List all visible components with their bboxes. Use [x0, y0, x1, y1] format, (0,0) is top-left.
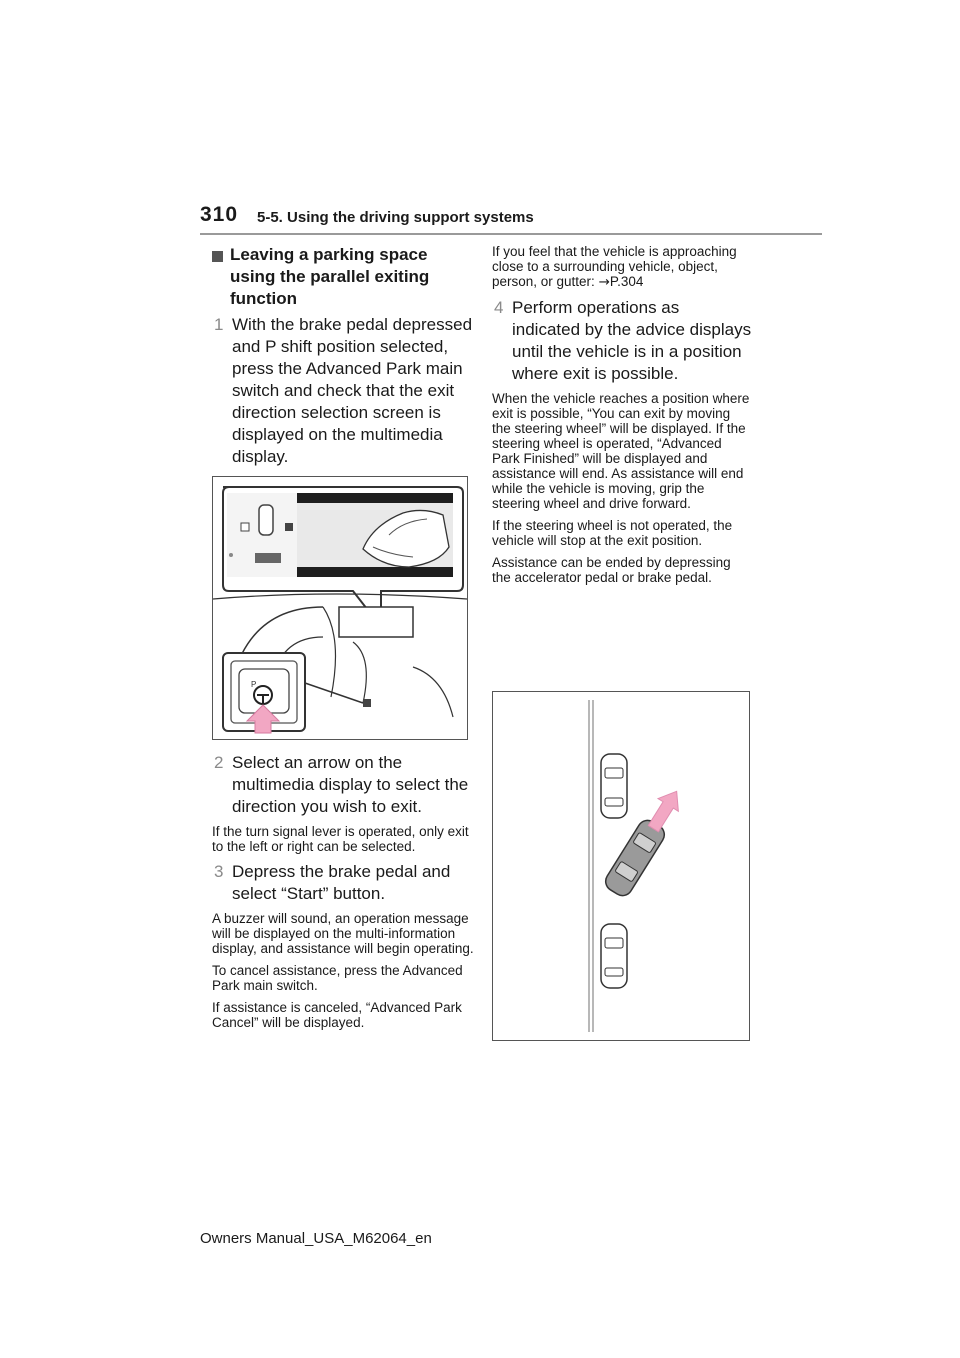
note-approaching-text: If you feel that the vehicle is approaching close to a surrounding vehicle, object, person, or gutter:	[492, 244, 737, 289]
step-text: Depress the brake pedal and select “Start” button.	[232, 862, 451, 903]
note-exit-possible: When the vehicle reaches a position where exit is possible, “You can exit by moving the steering wheel” will be displayed. If the steering wheel is operated, “Advanced Park Finished” will be displayed and assistance will end. As assistance will end while the vehicle is moving, grip the steering wheel and drive forward.	[492, 391, 750, 511]
page-reference-link[interactable]: P.304	[609, 274, 644, 289]
step-number: 1	[214, 315, 224, 334]
note-buzzer: A buzzer will sound, an operation message will be displayed on the multi-information display, and assistance will begin operating.	[212, 911, 474, 956]
header-divider	[200, 233, 822, 235]
parked-car-front	[601, 754, 627, 818]
reference-arrow-icon: →	[598, 274, 610, 290]
step-2	[212, 752, 474, 818]
note-stop: If the steering wheel is not operated, the vehicle will stop at the exit position.	[492, 518, 733, 548]
note-end-assist: Assistance can be ended by depressing the accelerator pedal or brake pedal.	[492, 555, 731, 585]
left-column	[212, 244, 474, 1037]
subsection-heading-text: Leaving a parking space using the parallel exiting function	[230, 245, 430, 308]
parallel-exit-drawing	[493, 692, 749, 1040]
step-1	[212, 314, 474, 468]
parked-car-rear	[601, 924, 627, 988]
parallel-exit-illustration	[492, 691, 750, 1041]
note-approaching	[492, 244, 752, 290]
section-title: 5-5. Using the driving support systems	[257, 209, 534, 226]
subsection-heading	[212, 244, 474, 310]
square-bullet-icon	[212, 251, 223, 262]
step-text: Select an arrow on the multimedia display to select the direction you wish to exit.	[232, 753, 469, 816]
note-turn-signal: If the turn signal lever is operated, only exit to the left or right can be selected.	[212, 824, 469, 854]
svg-text:P: P	[251, 680, 257, 689]
note-canceled-message: If assistance is canceled, “Advanced Park Cancel” will be displayed.	[212, 1000, 462, 1030]
step-text: Perform operations as indicated by the advice displays until the vehicle is in a position where exit is possible.	[512, 298, 752, 383]
step-text: With the brake pedal depressed and P shift position selected, press the Advanced Park main switch and check that the exit direction selection screen is displayed on the multimedia display.	[232, 315, 473, 466]
step-number: 2	[214, 753, 224, 772]
note-cancel: To cancel assistance, press the Advanced Park main switch.	[212, 963, 463, 993]
step-number: 3	[214, 862, 224, 881]
right-column	[492, 244, 752, 592]
page-number: 310	[200, 203, 239, 226]
step-4	[492, 297, 752, 385]
dashboard-illustration	[212, 476, 468, 740]
step-3	[212, 861, 474, 905]
footer-text: Owners Manual_USA_M62064_en	[200, 1230, 432, 1247]
dashboard-drawing	[213, 477, 467, 739]
step-number: 4	[494, 298, 504, 317]
